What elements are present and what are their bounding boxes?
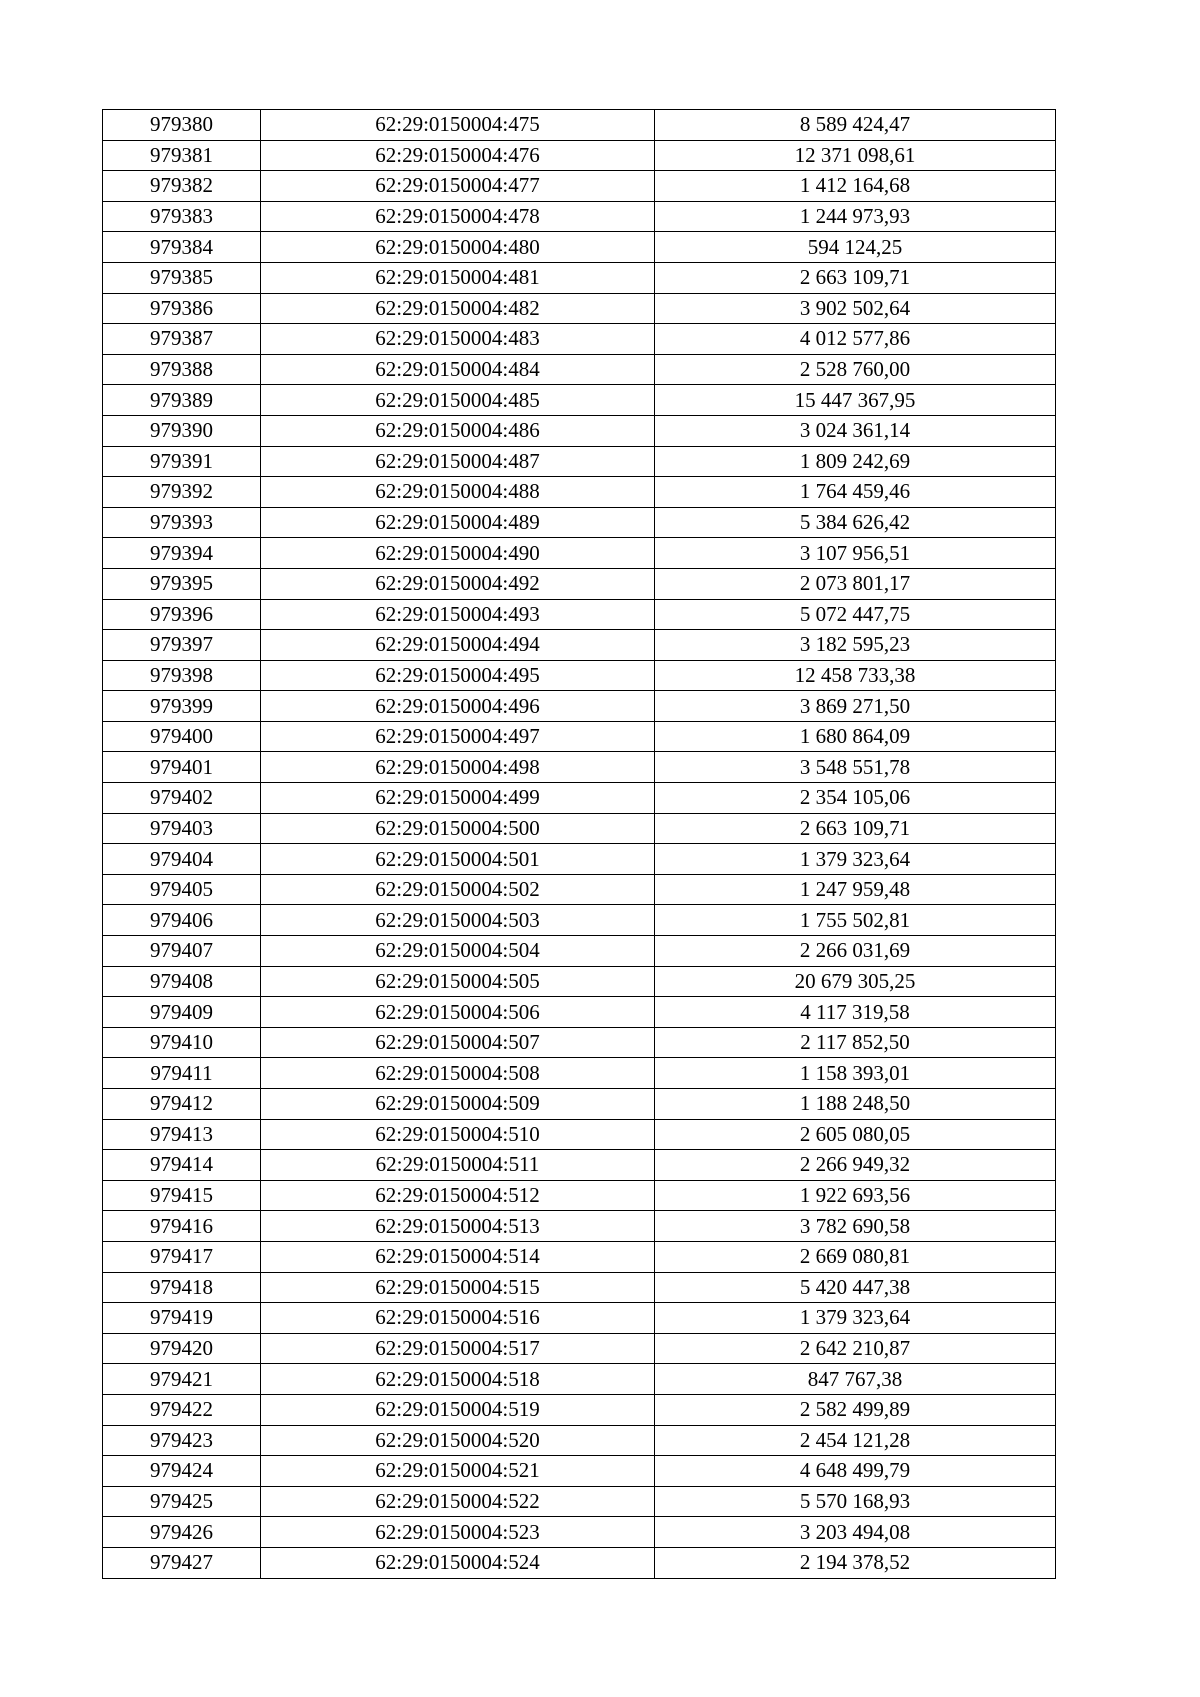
table-row (103, 293, 1056, 324)
row-number-cell: 979425 (103, 1486, 261, 1517)
row-number-cell: 979385 (103, 262, 261, 293)
row-number-cell: 979388 (103, 354, 261, 385)
table-row (103, 1547, 1056, 1578)
row-number-cell: 979381 (103, 140, 261, 171)
cadastral-number-cell: 62:29:0150004:483 (261, 324, 655, 355)
table-row (103, 936, 1056, 967)
cadastral-value-cell: 1 158 393,01 (655, 1058, 1056, 1089)
table-row (103, 354, 1056, 385)
row-number-cell: 979396 (103, 599, 261, 630)
cadastral-value-cell: 3 869 271,50 (655, 691, 1056, 722)
cadastral-number-cell: 62:29:0150004:478 (261, 201, 655, 232)
row-number-cell: 979426 (103, 1517, 261, 1548)
cadastral-value-cell: 8 589 424,47 (655, 110, 1056, 141)
row-number-cell: 979403 (103, 813, 261, 844)
cadastral-value-cell: 1 188 248,50 (655, 1089, 1056, 1120)
cadastral-value-cell: 1 755 502,81 (655, 905, 1056, 936)
table-row (103, 507, 1056, 538)
row-number-cell: 979418 (103, 1272, 261, 1303)
row-number-cell: 979380 (103, 110, 261, 141)
cadastral-value-cell: 5 420 447,38 (655, 1272, 1056, 1303)
table-row (103, 1456, 1056, 1487)
row-number-cell: 979392 (103, 477, 261, 508)
table-row (103, 1394, 1056, 1425)
cadastral-value-cell: 2 266 031,69 (655, 936, 1056, 967)
cadastral-number-cell: 62:29:0150004:523 (261, 1517, 655, 1548)
table-row (103, 966, 1056, 997)
cadastral-value-cell: 1 680 864,09 (655, 721, 1056, 752)
row-number-cell: 979391 (103, 446, 261, 477)
cadastral-number-cell: 62:29:0150004:520 (261, 1425, 655, 1456)
row-number-cell: 979395 (103, 568, 261, 599)
table-row (103, 1364, 1056, 1395)
row-number-cell: 979401 (103, 752, 261, 783)
cadastral-number-cell: 62:29:0150004:515 (261, 1272, 655, 1303)
table-row (103, 997, 1056, 1028)
row-number-cell: 979424 (103, 1456, 261, 1487)
cadastral-number-cell: 62:29:0150004:501 (261, 844, 655, 875)
row-number-cell: 979394 (103, 538, 261, 569)
cadastral-number-cell: 62:29:0150004:490 (261, 538, 655, 569)
table-row (103, 110, 1056, 141)
cadastral-number-cell: 62:29:0150004:518 (261, 1364, 655, 1395)
table-row (103, 477, 1056, 508)
cadastral-number-cell: 62:29:0150004:510 (261, 1119, 655, 1150)
cadastral-value-cell: 2 073 801,17 (655, 568, 1056, 599)
row-number-cell: 979387 (103, 324, 261, 355)
row-number-cell: 979410 (103, 1027, 261, 1058)
table-row (103, 1241, 1056, 1272)
cadastral-number-cell: 62:29:0150004:493 (261, 599, 655, 630)
cadastral-value-cell: 594 124,25 (655, 232, 1056, 263)
row-number-cell: 979400 (103, 721, 261, 752)
cadastral-value-cell: 1 764 459,46 (655, 477, 1056, 508)
row-number-cell: 979427 (103, 1547, 261, 1578)
cadastral-value-cell: 3 107 956,51 (655, 538, 1056, 569)
row-number-cell: 979414 (103, 1150, 261, 1181)
cadastral-number-cell: 62:29:0150004:514 (261, 1241, 655, 1272)
table-row (103, 1027, 1056, 1058)
row-number-cell: 979390 (103, 415, 261, 446)
cadastral-number-cell: 62:29:0150004:480 (261, 232, 655, 263)
row-number-cell: 979397 (103, 630, 261, 661)
row-number-cell: 979409 (103, 997, 261, 1028)
cadastral-value-cell: 5 384 626,42 (655, 507, 1056, 538)
table-row (103, 1425, 1056, 1456)
cadastral-value-cell: 4 117 319,58 (655, 997, 1056, 1028)
cadastral-number-cell: 62:29:0150004:481 (261, 262, 655, 293)
cadastral-number-cell: 62:29:0150004:521 (261, 1456, 655, 1487)
row-number-cell: 979415 (103, 1180, 261, 1211)
row-number-cell: 979386 (103, 293, 261, 324)
row-number-cell: 979404 (103, 844, 261, 875)
table-row (103, 538, 1056, 569)
table-row (103, 324, 1056, 355)
cadastral-number-cell: 62:29:0150004:488 (261, 477, 655, 508)
cadastral-value-cell: 1 244 973,93 (655, 201, 1056, 232)
cadastral-number-cell: 62:29:0150004:477 (261, 171, 655, 202)
table-row (103, 905, 1056, 936)
table-row (103, 262, 1056, 293)
cadastral-number-cell: 62:29:0150004:517 (261, 1333, 655, 1364)
row-number-cell: 979416 (103, 1211, 261, 1242)
table-row (103, 1272, 1056, 1303)
table-row (103, 1517, 1056, 1548)
table-row (103, 752, 1056, 783)
cadastral-value-cell: 2 669 080,81 (655, 1241, 1056, 1272)
cadastral-value-cell: 2 194 378,52 (655, 1547, 1056, 1578)
row-number-cell: 979412 (103, 1089, 261, 1120)
cadastral-value-cell: 1 809 242,69 (655, 446, 1056, 477)
cadastral-number-cell: 62:29:0150004:487 (261, 446, 655, 477)
table-body (103, 110, 1056, 1579)
cadastral-number-cell: 62:29:0150004:512 (261, 1180, 655, 1211)
cadastral-number-cell: 62:29:0150004:498 (261, 752, 655, 783)
row-number-cell: 979398 (103, 660, 261, 691)
table-row (103, 691, 1056, 722)
row-number-cell: 979383 (103, 201, 261, 232)
cadastral-number-cell: 62:29:0150004:511 (261, 1150, 655, 1181)
table-row (103, 1211, 1056, 1242)
cadastral-number-cell: 62:29:0150004:486 (261, 415, 655, 446)
row-number-cell: 979389 (103, 385, 261, 416)
cadastral-value-cell: 15 447 367,95 (655, 385, 1056, 416)
table-row (103, 140, 1056, 171)
cadastral-number-cell: 62:29:0150004:492 (261, 568, 655, 599)
cadastral-value-cell: 2 582 499,89 (655, 1394, 1056, 1425)
cadastral-value-cell: 3 203 494,08 (655, 1517, 1056, 1548)
cadastral-value-cell: 2 605 080,05 (655, 1119, 1056, 1150)
cadastral-number-cell: 62:29:0150004:502 (261, 874, 655, 905)
cadastral-value-cell: 2 454 121,28 (655, 1425, 1056, 1456)
cadastral-value-cell: 4 648 499,79 (655, 1456, 1056, 1487)
cadastral-number-cell: 62:29:0150004:506 (261, 997, 655, 1028)
cadastral-value-cell: 1 379 323,64 (655, 844, 1056, 875)
cadastral-value-cell: 2 266 949,32 (655, 1150, 1056, 1181)
cadastral-number-cell: 62:29:0150004:494 (261, 630, 655, 661)
cadastral-value-table (102, 109, 1056, 1579)
cadastral-number-cell: 62:29:0150004:508 (261, 1058, 655, 1089)
cadastral-value-cell: 4 012 577,86 (655, 324, 1056, 355)
cadastral-value-cell: 1 247 959,48 (655, 874, 1056, 905)
cadastral-number-cell: 62:29:0150004:482 (261, 293, 655, 324)
cadastral-value-cell: 2 642 210,87 (655, 1333, 1056, 1364)
table-row (103, 1180, 1056, 1211)
table-row (103, 1150, 1056, 1181)
cadastral-number-cell: 62:29:0150004:503 (261, 905, 655, 936)
row-number-cell: 979421 (103, 1364, 261, 1395)
cadastral-number-cell: 62:29:0150004:507 (261, 1027, 655, 1058)
cadastral-value-cell: 2 354 105,06 (655, 783, 1056, 814)
cadastral-number-cell: 62:29:0150004:484 (261, 354, 655, 385)
cadastral-value-cell: 12 371 098,61 (655, 140, 1056, 171)
table-row (103, 171, 1056, 202)
cadastral-value-cell: 2 117 852,50 (655, 1027, 1056, 1058)
cadastral-number-cell: 62:29:0150004:475 (261, 110, 655, 141)
cadastral-value-cell: 1 922 693,56 (655, 1180, 1056, 1211)
table-row (103, 232, 1056, 263)
table-row (103, 568, 1056, 599)
cadastral-number-cell: 62:29:0150004:497 (261, 721, 655, 752)
cadastral-number-cell: 62:29:0150004:513 (261, 1211, 655, 1242)
cadastral-number-cell: 62:29:0150004:496 (261, 691, 655, 722)
cadastral-number-cell: 62:29:0150004:495 (261, 660, 655, 691)
table-row (103, 415, 1056, 446)
cadastral-value-cell: 2 663 109,71 (655, 813, 1056, 844)
row-number-cell: 979422 (103, 1394, 261, 1425)
table-row (103, 630, 1056, 661)
row-number-cell: 979399 (103, 691, 261, 722)
row-number-cell: 979405 (103, 874, 261, 905)
cadastral-value-cell: 3 782 690,58 (655, 1211, 1056, 1242)
cadastral-value-cell: 5 570 168,93 (655, 1486, 1056, 1517)
table-row (103, 599, 1056, 630)
table-row (103, 1058, 1056, 1089)
cadastral-number-cell: 62:29:0150004:505 (261, 966, 655, 997)
row-number-cell: 979413 (103, 1119, 261, 1150)
row-number-cell: 979408 (103, 966, 261, 997)
cadastral-value-cell: 847 767,38 (655, 1364, 1056, 1395)
cadastral-value-cell: 2 528 760,00 (655, 354, 1056, 385)
table-row (103, 1119, 1056, 1150)
cadastral-number-cell: 62:29:0150004:500 (261, 813, 655, 844)
table-row (103, 1486, 1056, 1517)
table-row (103, 1089, 1056, 1120)
row-number-cell: 979384 (103, 232, 261, 263)
cadastral-value-cell: 3 182 595,23 (655, 630, 1056, 661)
table-row (103, 813, 1056, 844)
row-number-cell: 979417 (103, 1241, 261, 1272)
cadastral-number-cell: 62:29:0150004:499 (261, 783, 655, 814)
table-row (103, 874, 1056, 905)
cadastral-number-cell: 62:29:0150004:504 (261, 936, 655, 967)
table-row (103, 1303, 1056, 1334)
table-row (103, 446, 1056, 477)
cadastral-value-cell: 3 548 551,78 (655, 752, 1056, 783)
cadastral-value-cell: 20 679 305,25 (655, 966, 1056, 997)
cadastral-value-cell: 1 379 323,64 (655, 1303, 1056, 1334)
row-number-cell: 979393 (103, 507, 261, 538)
row-number-cell: 979423 (103, 1425, 261, 1456)
cadastral-number-cell: 62:29:0150004:489 (261, 507, 655, 538)
cadastral-number-cell: 62:29:0150004:522 (261, 1486, 655, 1517)
cadastral-value-cell: 3 024 361,14 (655, 415, 1056, 446)
cadastral-number-cell: 62:29:0150004:516 (261, 1303, 655, 1334)
cadastral-number-cell: 62:29:0150004:476 (261, 140, 655, 171)
cadastral-number-cell: 62:29:0150004:509 (261, 1089, 655, 1120)
cadastral-number-cell: 62:29:0150004:485 (261, 385, 655, 416)
cadastral-value-cell: 12 458 733,38 (655, 660, 1056, 691)
row-number-cell: 979402 (103, 783, 261, 814)
cadastral-value-cell: 2 663 109,71 (655, 262, 1056, 293)
cadastral-value-cell: 5 072 447,75 (655, 599, 1056, 630)
row-number-cell: 979420 (103, 1333, 261, 1364)
cadastral-value-cell: 3 902 502,64 (655, 293, 1056, 324)
table-row (103, 1333, 1056, 1364)
row-number-cell: 979407 (103, 936, 261, 967)
table-row (103, 201, 1056, 232)
cadastral-number-cell: 62:29:0150004:524 (261, 1547, 655, 1578)
row-number-cell: 979382 (103, 171, 261, 202)
cadastral-value-cell: 1 412 164,68 (655, 171, 1056, 202)
row-number-cell: 979406 (103, 905, 261, 936)
table-row (103, 385, 1056, 416)
table-row (103, 783, 1056, 814)
table-row (103, 844, 1056, 875)
row-number-cell: 979411 (103, 1058, 261, 1089)
row-number-cell: 979419 (103, 1303, 261, 1334)
table-row (103, 660, 1056, 691)
table-row (103, 721, 1056, 752)
cadastral-number-cell: 62:29:0150004:519 (261, 1394, 655, 1425)
